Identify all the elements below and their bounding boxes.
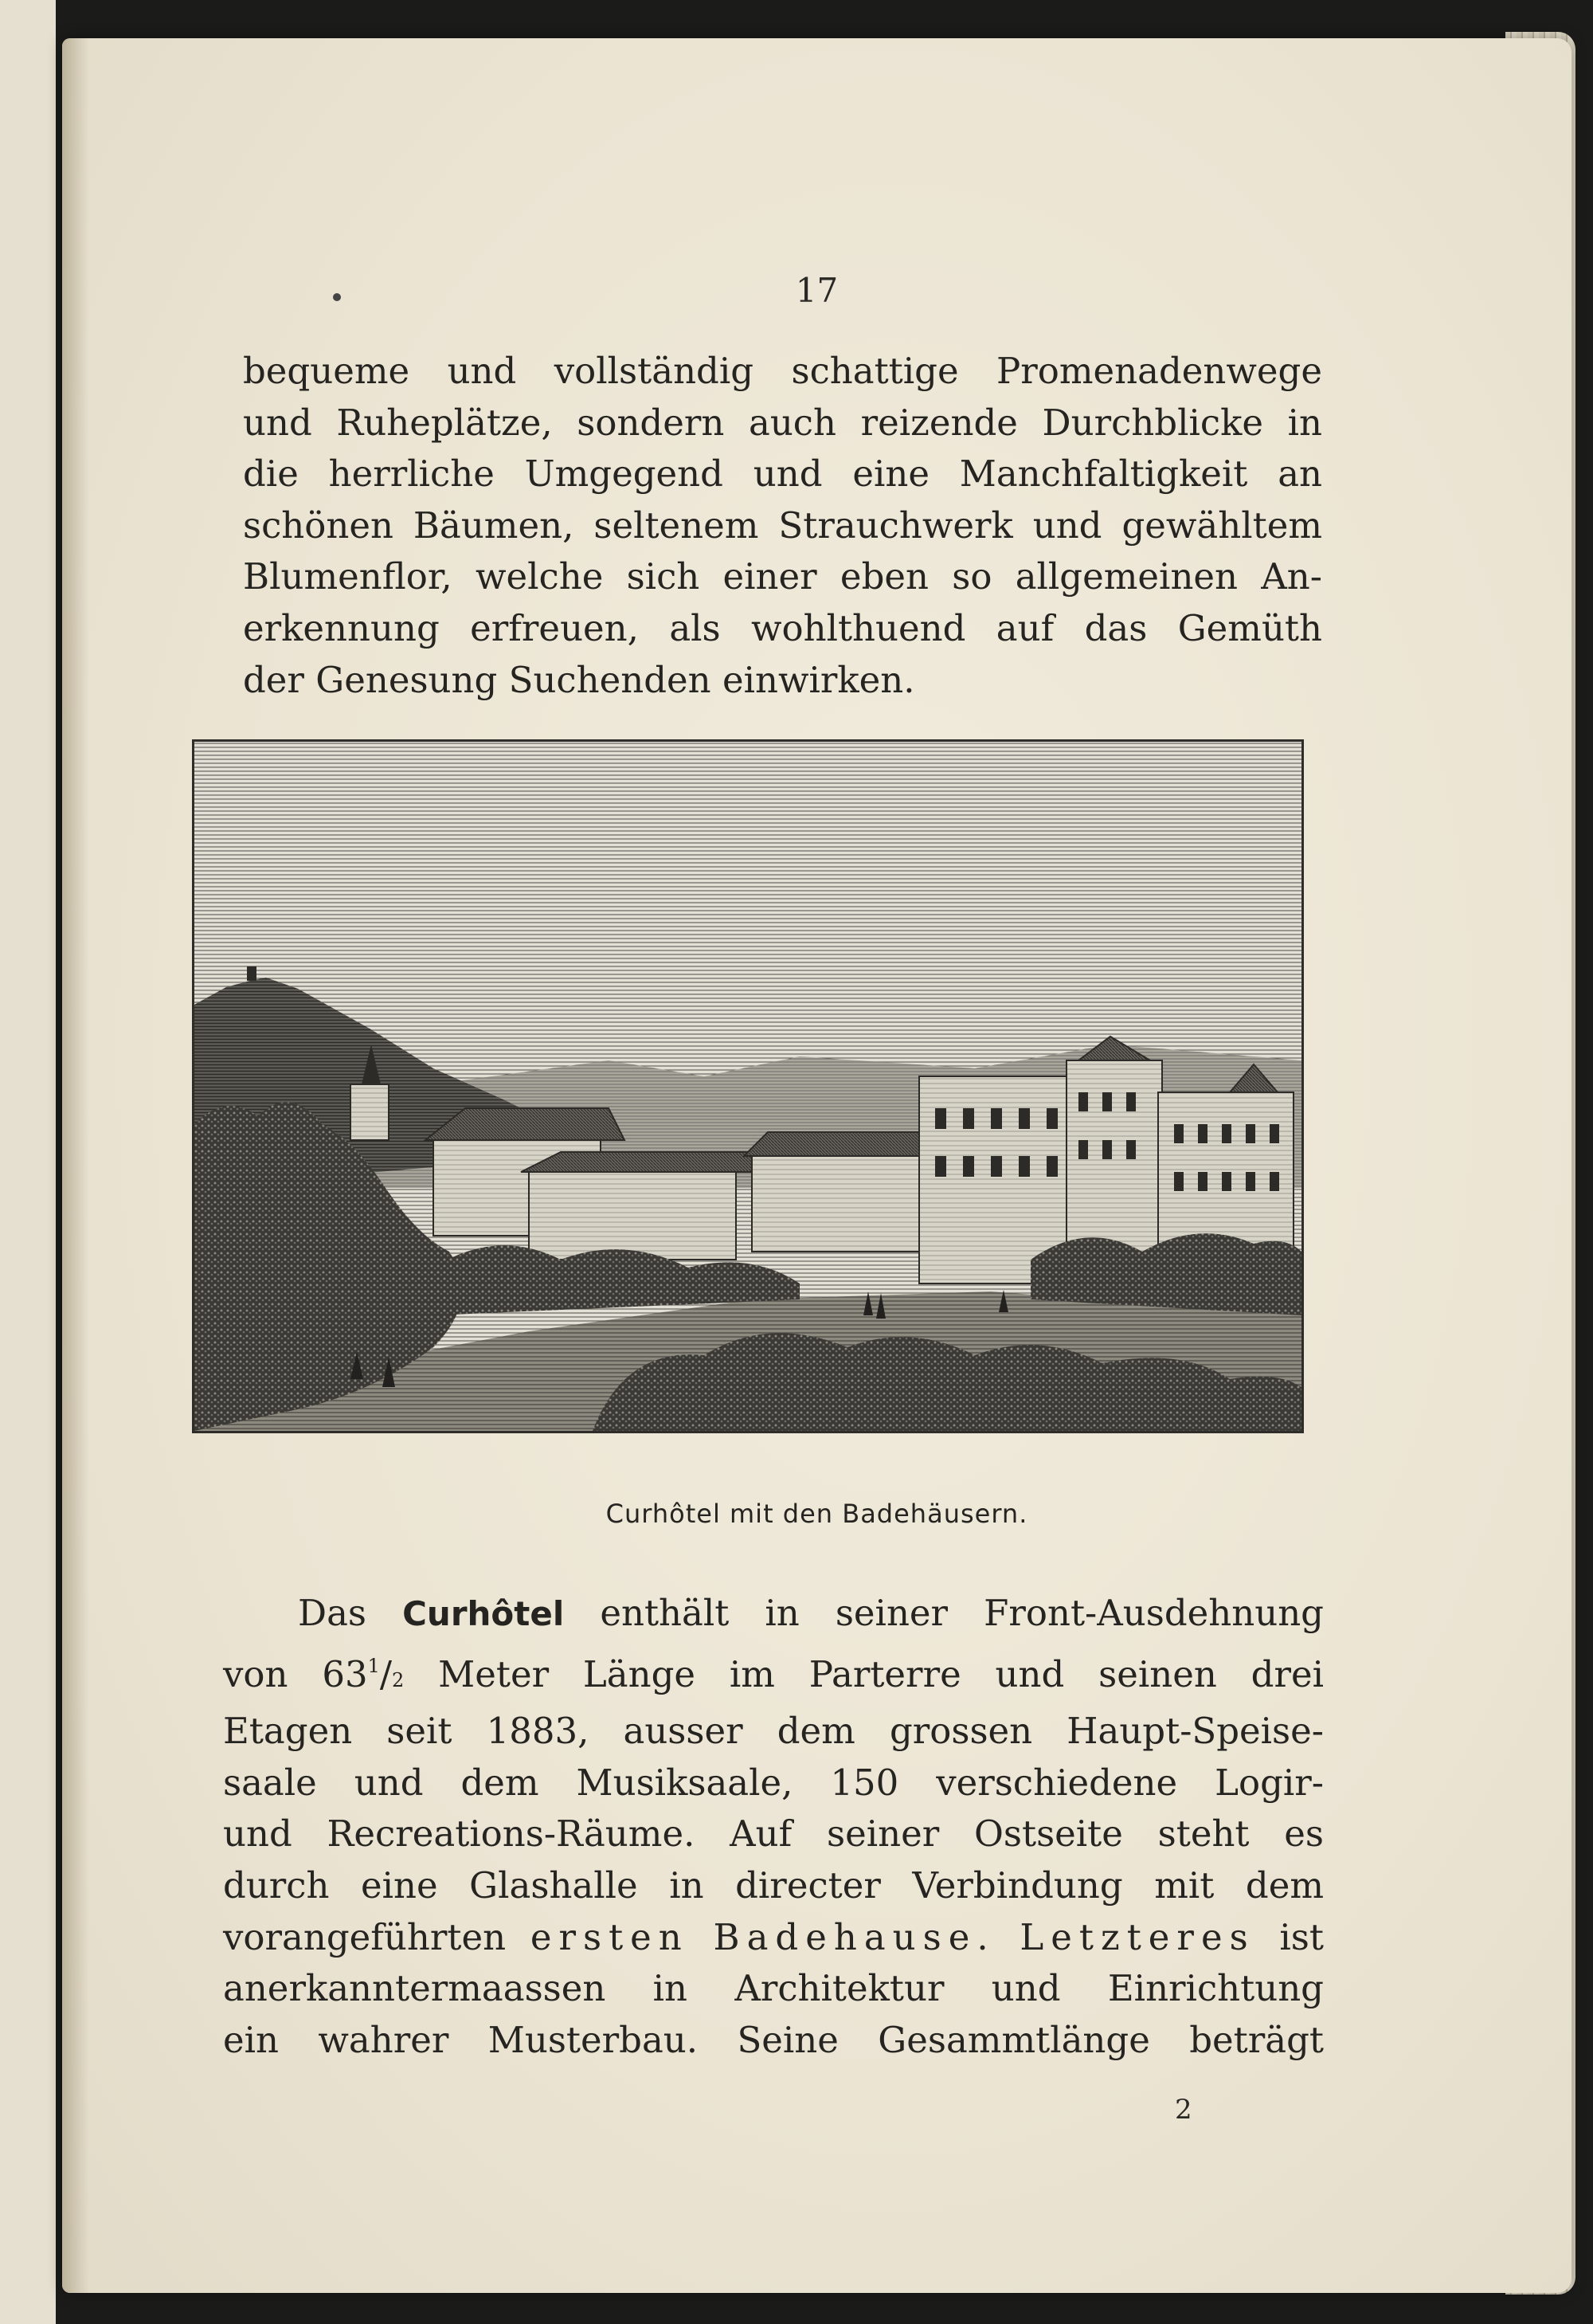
- text-line: vorangeführten ersten Badehause. Letzteres ist: [223, 1915, 1324, 1958]
- text-line: ein wahrer Musterbau. Seine Gesammtlänge beträgt: [223, 2018, 1324, 2061]
- signature-mark: 2: [1175, 2094, 1192, 2126]
- hill-tower: [247, 966, 256, 981]
- text-line: bequeme und vollständig schattige Promenadenwege: [243, 350, 1322, 392]
- page-gutter: [62, 38, 89, 2293]
- curhotel-engraving: [194, 742, 1301, 1431]
- paragraph-1: [243, 346, 1322, 706]
- text-line: Das Curhôtel enthält in seiner Front-Ausdehnung: [298, 1592, 1324, 1634]
- book-page: [62, 38, 1571, 2293]
- adjacent-page-edge: [0, 0, 56, 2324]
- text-line: und Ruheplätze, sondern auch reizende Durchblicke in: [243, 401, 1322, 444]
- text-line: und Recreations-Räume. Auf seiner Ostseite steht es: [223, 1813, 1324, 1856]
- text-line: schönen Bäumen, seltenem Strauchwerk und gewähltem: [243, 504, 1322, 547]
- paragraph-2: [223, 1588, 1324, 2066]
- text-line: Etagen seit 1883, ausser dem grossen Haupt-Speise-: [223, 1710, 1324, 1753]
- hotel-name: Curhôtel: [402, 1594, 565, 1633]
- text-line: die herrliche Umgegend und eine Manchfaltigkeit an: [243, 453, 1322, 496]
- page-number: 17: [795, 271, 839, 310]
- engraving-illustration: [192, 739, 1304, 1433]
- text-line: von $63^1/2$ Meter Länge im Parterre und seinen drei: [223, 1652, 1324, 1695]
- text-line: der Genesung Suchenden einwirken.: [243, 658, 915, 701]
- text-line: anerkanntermaassen in Architektur und Einrichtung: [223, 1967, 1324, 2010]
- text-line: saale und dem Musiksaale, 150 verschiedene Logir-: [223, 1761, 1324, 1804]
- text-line: durch eine Glashalle in directer Verbindung mit dem: [223, 1864, 1324, 1907]
- text-line: erkennung erfreuen, als wohlthuend auf das Gemüth: [243, 606, 1322, 649]
- text-line: Blumenflor, welche sich einer eben so allgemeinen An-: [243, 555, 1322, 598]
- figure-caption: Curhôtel mit den Badehäusern.: [605, 1499, 1028, 1529]
